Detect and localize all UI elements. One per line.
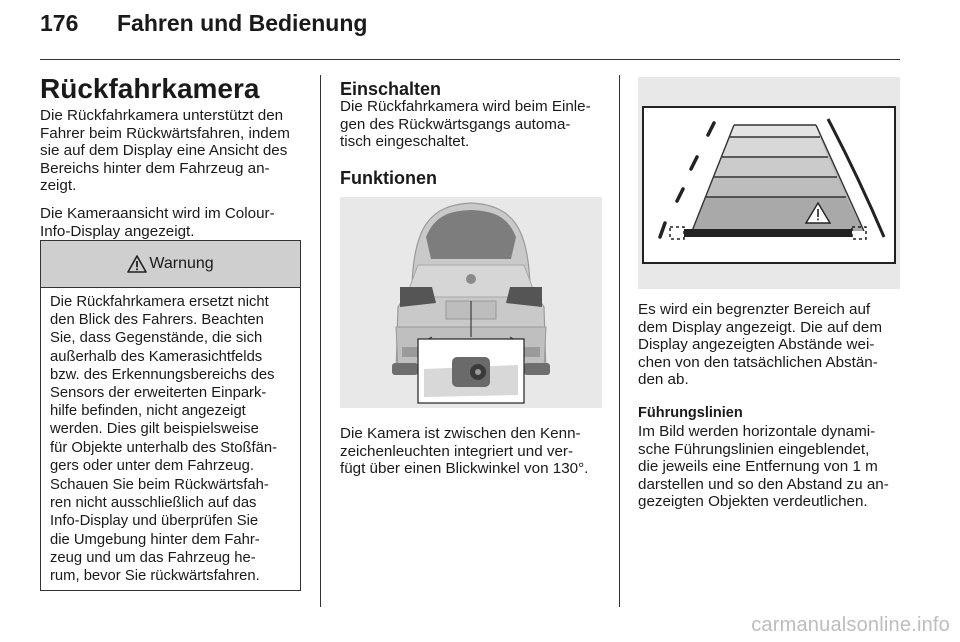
car-rear-svg (340, 197, 602, 408)
warning-triangle-icon (127, 255, 147, 273)
guideline-display-svg (638, 77, 900, 289)
warning-title: Warnung (149, 255, 214, 272)
fuehrungslinien-paragraph: Im Bild werden horizontale dynami- sche Führungslinien eingeblendet, die jeweils eine Entfernung von 1 m darstellen und so den Abstand zu an- gezeigten Objekten verdeutlichen. (638, 423, 889, 511)
heading-fuehrungslinien: Führungslinien (638, 405, 743, 421)
watermark-text: carmanualsonline.info (751, 614, 950, 636)
warning-header (41, 241, 300, 288)
chapter-title: Fahren und Bedienung (117, 10, 368, 36)
heading-einschalten: Einschalten (340, 79, 442, 99)
display-guideline-illustration (638, 77, 900, 289)
heading-funktionen: Funktionen (340, 168, 437, 188)
display-paragraph: Die Kameraansicht wird im Colour- Info-Display angezeigt. (40, 205, 275, 240)
funktionen-paragraph: Die Kamera ist zwischen den Kenn- zeichenleuchten integriert und ver- fügt über einen Blickwinkel von 130°. (340, 425, 589, 478)
page-number: 176 (40, 10, 79, 36)
car-rear-camera-illustration (340, 197, 602, 408)
column-divider-2 (619, 75, 620, 607)
header-rule (40, 59, 900, 60)
warning-text-2: Schauen Sie beim Rückwärtsfah- ren nicht ausschließlich auf das Info-Display und überprüfen Sie die Umgebung hinter dem Fahr- zeug und um das Fahrzeug he- rum, bevor Sie rückwärtsfahren. (50, 477, 269, 585)
warning-text-1: Die Rückfahrkamera ersetzt nicht den Blick des Fahrers. Beachten Sie, dass Gegenstände, die sich außerhalb des Kamerasichtfelds bzw. des Erkennungsbereichs des Sensors der erweiterten Einpark- hilfe befinden, nicht angezeigt werden. Dies gilt beispielsweise für Objekte unterhalb des Stoßfän- gers oder unter dem Fahrzeug. (50, 294, 278, 474)
einschalten-paragraph: Die Rückfahrkamera wird beim Einle- gen des Rückwärtsgangs automa- tisch eingeschaltet. (340, 98, 591, 151)
section-heading: Rückfahrkamera (40, 73, 260, 104)
intro-paragraph: Die Rückfahrkamera unterstützt den Fahrer beim Rückwärtsfahren, indem sie auf dem Display eine Ansicht des Bereichs hinter dem Fahrzeug an- zeigt. (40, 107, 290, 195)
warning-box (40, 240, 301, 591)
display-area-paragraph: Es wird ein begrenzter Bereich auf dem Display angezeigt. Die auf dem Display angezeigten Abstände wei- chen von den tatsächlichen Abstän- den ab. (638, 301, 882, 389)
column-divider-1 (320, 75, 321, 607)
